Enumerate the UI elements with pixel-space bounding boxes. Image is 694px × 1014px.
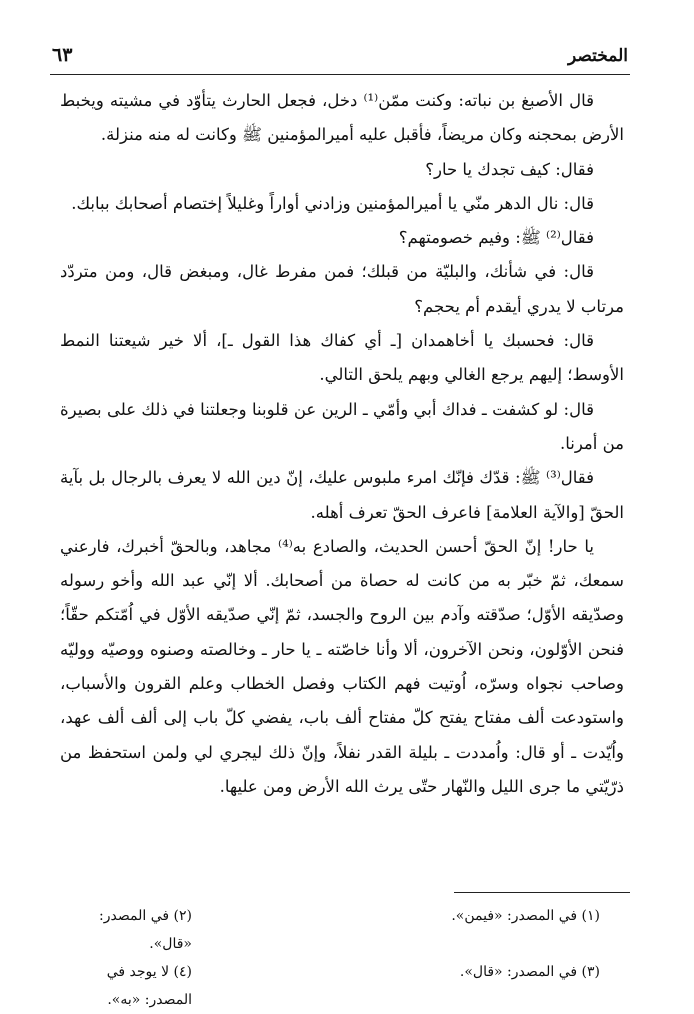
paragraph: فقال⁽²⁾ ﷺ: وفيم خصومتهم؟ [398, 228, 594, 248]
footnote-divider [454, 892, 630, 893]
running-title: المختصر [568, 46, 628, 66]
footnote-row [60, 902, 624, 958]
paragraph: قال: لو كشفت ـ فداك أبي وأمّي ـ الرين عن قلوبنا وجعلتنا في ذلك على بصيرة من أمرنا. [60, 399, 624, 453]
page-number: ٦٣ [52, 44, 73, 66]
footnote-row [60, 958, 624, 1014]
paragraph: فقال: كيف تجدك يا حار؟ [425, 159, 594, 179]
footnote-1: (١) في المصدر: «فيمن». [451, 908, 600, 924]
paragraph: قال: فحسبك يا أخاهمدان [ـ أي كفاك هذا القول ـ]، ألا خير شيعتنا النمط الأوسط؛ إليهم يرجع الغالي وبهم يلحق التالي. [60, 331, 624, 385]
footnotes [60, 902, 624, 1014]
footnote-3: (٣) في المصدر: «قال». [459, 964, 600, 980]
paragraph: قال الأصبغ بن نباته: وكنت ممّن⁽¹⁾ دخل، فجعل الحارث يتأوّد في مشيته ويخبط الأرض بمحجنه وكان مريضاً، فأقبل عليه أميرالمؤمنين ﷺ وكانت له منه منزلة. [60, 91, 624, 145]
footnote-2: (٢) في المصدر: «قال». [99, 908, 192, 952]
page-header [52, 40, 628, 74]
footnote-4: (٤) لا يوجد في المصدر: «به». [106, 964, 192, 1008]
paragraph: فقال⁽³⁾ ﷺ: قدّك فإنّك امرء ملبوس عليك، إنّ دين الله لا يعرف بالرجال بل بآية الحقّ [والآية العلامة] فاعرف الحقّ تعرف أهله. [60, 468, 624, 522]
paragraph: يا حار! إنّ الحقّ أحسن الحديث، والصادع به⁽⁴⁾ مجاهد، وبالحقّ أخبرك، فارعني سمعك، ثمّ خبّر به من كانت له حصاة من أصحابك. ألا إنّي عبد الله وأخو رسوله وصدّيقه الأوّل؛ صدّقته وآدم بين الروح والجسد، ثمّ إنّي صدّيقه الأوّل في اُمّتكم حقّاً؛ فنحن الأوّلون، ونحن الآخرون، ألا وأنا خاصّته ـ يا حار ـ وخالصته وصنوه ووصيّه ووليّه وصاحب نجواه وسرّه، اُوتيت فهم الكتاب وفصل الخطاب وعلم القرون والأسباب، واستودعت ألف مفتاح يفتح كلّ مفتاح ألف باب، يفضي كلّ باب إلى ألف ألف عهد، واُيّدت ـ أو قال: واُمددت ـ بليلة القدر نفلاً، وإنّ ذلك ليجري لي ولمن استحفظ من ذرّيّتي ما جرى الليل والنّهار حتّى يرث الله الأرض ومن عليها. [60, 536, 624, 796]
paragraph: قال: نال الدهر منّي يا أميرالمؤمنين وزادني أواراً وغليلاً إختصام أصحابك ببابك. [71, 193, 594, 213]
paragraph: قال: في شأنك، والبليّة من قبلك؛ فمن مفرط غال، ومبغض قال، ومن متردّد مرتاب لا يدري أيقدم أم يحجم؟ [60, 262, 624, 316]
header-divider [50, 74, 630, 75]
body-text [60, 84, 624, 804]
